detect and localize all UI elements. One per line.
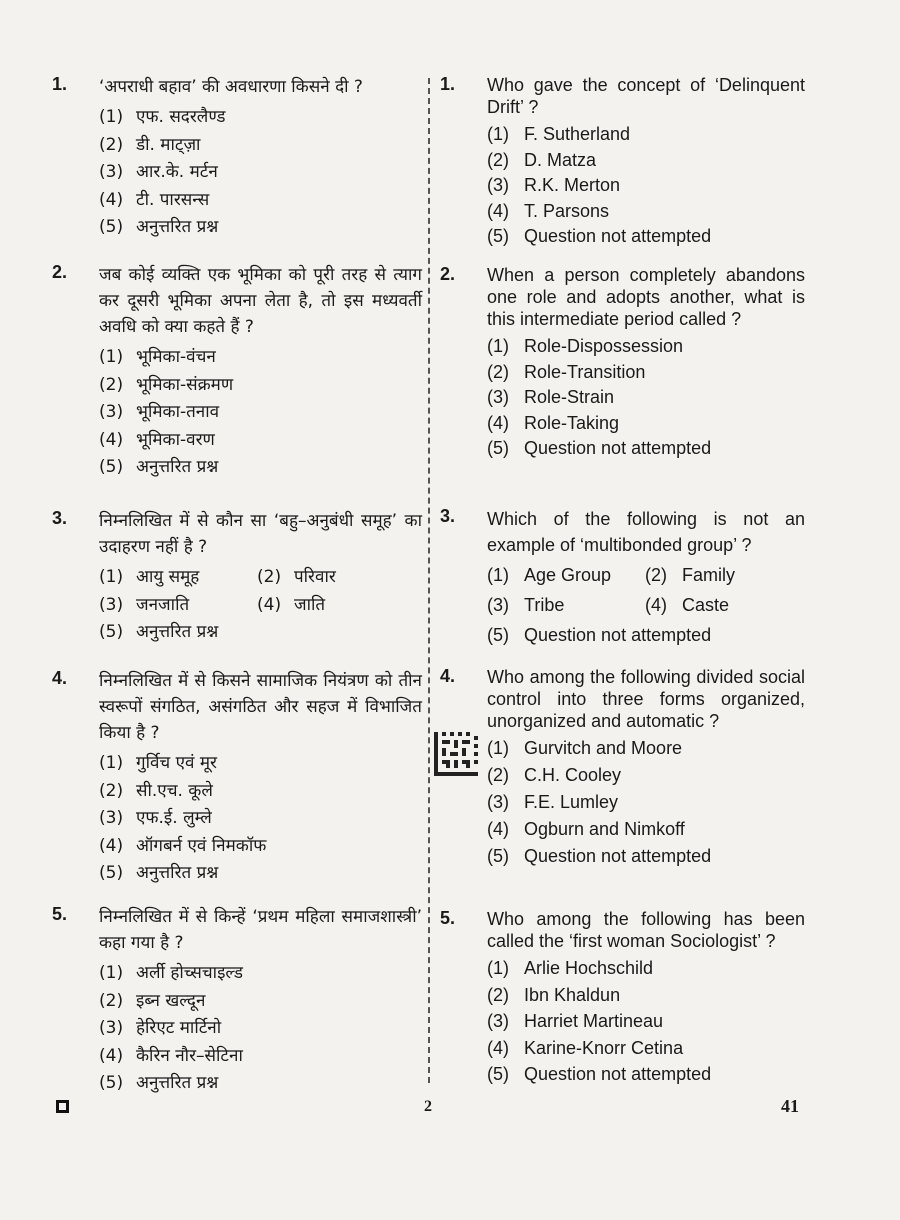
option-4: (4) कैरिन नौर–सेटिना bbox=[99, 1045, 243, 1066]
options-list bbox=[99, 564, 422, 647]
question-number: 1. bbox=[52, 74, 68, 94]
question-5-hindi bbox=[52, 904, 422, 1098]
option-5: (5) अनुत्तरित प्रश्न bbox=[99, 863, 219, 883]
question-text: जब कोई व्यक्ति एक भूमिका को पूरी तरह से त्याग कर दूसरी भूमिका अपना लेता है, तो इस मध्यवर्ती अवधि को क्या कहते हैं ? bbox=[99, 265, 422, 337]
option-3: (3) जनजाति bbox=[99, 594, 190, 615]
options-list bbox=[99, 750, 422, 888]
question-text: निम्नलिखित में से किन्हें ‘प्रथम महिला समाजशास्त्री’ कहा गया है ? bbox=[99, 907, 422, 953]
option-4: (4) टी. पारसन्स bbox=[99, 189, 210, 210]
option-1: (1) आयु समूह bbox=[99, 567, 200, 587]
option-4: (4) ऑगबर्न एवं निमकॉफ bbox=[99, 835, 267, 856]
question-text: Who among the following has been called the ‘first woman Sociologist’ ? bbox=[487, 909, 805, 951]
question-1-hindi bbox=[52, 74, 422, 242]
option-3: (3) एफ.ई. लुम्ले bbox=[99, 808, 212, 828]
option-1: (1) F. Sutherland bbox=[487, 124, 631, 144]
question-number: 3. bbox=[440, 506, 456, 526]
question-text: निम्नलिखित में से किसने सामाजिक नियंत्रण को तीन स्वरूपों संगठित, असंगठित और सहज में विभाजित किया है ? bbox=[99, 671, 422, 743]
registration-mark bbox=[56, 1100, 69, 1113]
question-1-english bbox=[440, 74, 805, 250]
option-4: (4) Ogburn and Nimkoff bbox=[487, 819, 685, 839]
option-2: (2) C.H. Cooley bbox=[487, 765, 622, 785]
option-1: (1) अर्ली होच्सचाइल्ड bbox=[99, 963, 244, 983]
option-4: (4) जाति bbox=[257, 594, 326, 615]
option-3: (3) R.K. Merton bbox=[487, 175, 621, 195]
question-number: 3. bbox=[52, 508, 68, 528]
option-1: (1) भूमिका-वंचन bbox=[99, 347, 216, 367]
option-2: (2) सी.एच. कूले bbox=[99, 780, 213, 801]
option-2: (2) D. Matza bbox=[487, 149, 597, 170]
option-4: (4) भूमिका-वरण bbox=[99, 429, 215, 450]
options-list bbox=[99, 960, 422, 1098]
question-3-english bbox=[440, 506, 805, 650]
question-4-english bbox=[440, 666, 805, 870]
option-5: (5) Question not attempted bbox=[487, 846, 712, 866]
option-5: (5) Question not attempted bbox=[487, 226, 712, 246]
question-text: निम्नलिखित में से कौन सा ‘बहु–अनुबंधी समूह’ का उदाहरण नहीं है ? bbox=[99, 511, 422, 557]
options-list bbox=[487, 560, 805, 650]
option-3: (3) Tribe bbox=[487, 595, 565, 615]
option-2: (2) इब्न खल्दून bbox=[99, 990, 206, 1011]
option-1: (1) Arlie Hochschild bbox=[487, 958, 654, 978]
option-4: (4) Role-Taking bbox=[487, 412, 620, 433]
question-4-hindi bbox=[52, 668, 422, 888]
option-5: (5) Question not attempted bbox=[487, 1064, 712, 1084]
option-1: (1) एफ. सदरलैण्ड bbox=[99, 107, 226, 127]
option-3: (3) F.E. Lumley bbox=[487, 792, 619, 812]
option-2: (2) भूमिका-संक्रमण bbox=[99, 374, 234, 395]
options-list bbox=[487, 334, 805, 462]
question-number: 2. bbox=[52, 262, 68, 282]
option-5: (5) अनुत्तरित प्रश्न bbox=[99, 1073, 219, 1093]
option-2: (2) Family bbox=[645, 565, 735, 585]
option-2: (2) परिवार bbox=[257, 567, 336, 587]
question-number: 4. bbox=[52, 668, 68, 688]
booklet-code: 41 bbox=[781, 1096, 799, 1116]
option-4: (4) Caste bbox=[645, 595, 730, 615]
question-5-english bbox=[440, 908, 805, 1088]
question-number: 4. bbox=[440, 666, 456, 686]
question-text: Which of the following is not an example of ‘multibonded group’ ? bbox=[487, 509, 805, 555]
option-1: (1) Role-Dispossession bbox=[487, 336, 684, 356]
option-5: (5) अनुत्तरित प्रश्न bbox=[99, 622, 219, 642]
question-text: Who gave the concept of ‘Delinquent Drift’ ? bbox=[487, 75, 805, 117]
question-number: 2. bbox=[440, 264, 456, 284]
option-1: (1) गुर्विच एवं मूर bbox=[99, 753, 218, 773]
question-number: 1. bbox=[440, 74, 456, 94]
options-list bbox=[487, 955, 805, 1088]
datamatrix-barcode-icon bbox=[434, 732, 478, 776]
option-3: (3) Harriet Martineau bbox=[487, 1011, 664, 1031]
option-3: (3) आर.के. मर्टन bbox=[99, 162, 218, 182]
option-2: (2) Role-Transition bbox=[487, 361, 646, 382]
question-3-hindi bbox=[52, 508, 422, 647]
question-text: Who among the following divided social control into three forms organized, unorganized and automatic ? bbox=[487, 667, 805, 731]
option-5: (5) अनुत्तरित प्रश्न bbox=[99, 457, 219, 477]
column-divider bbox=[428, 78, 430, 1083]
option-2: (2) डी. माट्ज़ा bbox=[99, 134, 201, 155]
option-1: (1) Age Group bbox=[487, 565, 612, 585]
question-2-hindi bbox=[52, 262, 422, 482]
option-3: (3) हेरिएट मार्टिनो bbox=[99, 1018, 222, 1038]
option-4: (4) Karine-Knorr Cetina bbox=[487, 1037, 684, 1058]
options-list bbox=[487, 122, 805, 250]
options-list bbox=[99, 104, 422, 242]
option-2: (2) Ibn Khaldun bbox=[487, 984, 621, 1005]
question-2-english bbox=[440, 264, 805, 462]
option-5: (5) Question not attempted bbox=[487, 625, 712, 645]
option-3: (3) Role-Strain bbox=[487, 387, 615, 407]
question-text: ‘अपराधी बहाव’ की अवधारणा किसने दी ? bbox=[99, 77, 363, 97]
option-3: (3) भूमिका-तनाव bbox=[99, 402, 220, 422]
question-number: 5. bbox=[440, 908, 456, 928]
options-list bbox=[487, 735, 805, 870]
page-number: 2 bbox=[424, 1098, 432, 1115]
question-number: 5. bbox=[52, 904, 68, 924]
option-5: (5) Question not attempted bbox=[487, 438, 712, 458]
options-list bbox=[99, 344, 422, 482]
option-4: (4) T. Parsons bbox=[487, 200, 610, 221]
option-5: (5) अनुत्तरित प्रश्न bbox=[99, 217, 219, 237]
question-text: When a person completely abandons one role and adopts another, what is this intermediate period called ? bbox=[487, 265, 805, 329]
option-1: (1) Gurvitch and Moore bbox=[487, 738, 683, 758]
